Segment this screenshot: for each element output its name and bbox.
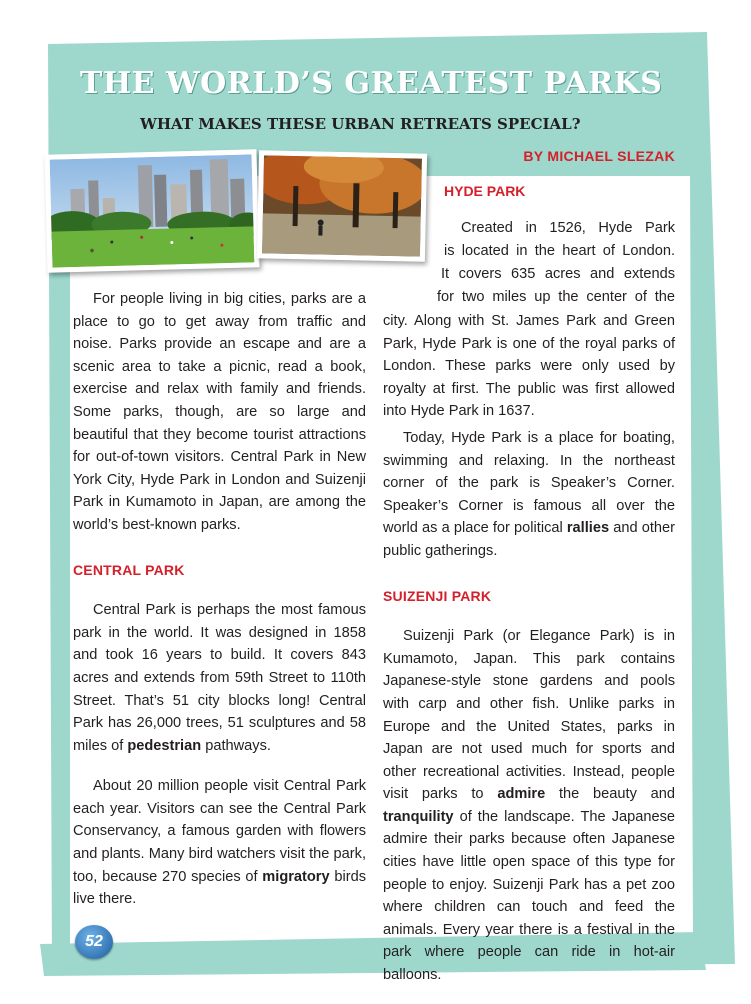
hyde-park-heading: HYDE PARK xyxy=(444,183,526,199)
central-park-paragraph-2: About 20 million people visit Central Park each year. Visitors can see the Central Park Conservancy, a famous garden with flowers and plants. Many bird watchers visit the park, too, because 270 species of migratory birds live there. xyxy=(73,778,366,908)
hyde-park-paragraph-1: city. Along with St. James Park and Green Park, Hyde Park is one of the royal parks of London. These parks were only used by royalty at first. The public was first allowed into Hyde Park in 1637. xyxy=(383,313,675,420)
hyde-park-photo xyxy=(257,150,427,261)
vocab-pedestrian: pedestrian xyxy=(127,737,202,754)
left-column xyxy=(73,288,366,911)
vocab-migratory: migratory xyxy=(262,868,330,885)
vocab-admire: admire xyxy=(497,786,546,803)
hyde-line-2: is located in the heart of London. xyxy=(444,243,675,259)
hyde-line-1: Created in 1526, Hyde Park xyxy=(461,220,675,236)
page-title: THE WORLD’S GREATEST PARKS xyxy=(80,66,663,101)
hyde-line-3: It covers 635 acres and extends xyxy=(441,266,675,282)
author-byline: BY MICHAEL SLEZAK xyxy=(523,148,675,164)
central-park-photo xyxy=(44,149,259,273)
suizenji-park-paragraph: Suizenji Park (or Elegance Park) is in Kumamoto, Japan. This park contains Japanese-style stone gardens and pools with carp and other fish. Unlike parks in Europe and the United States, parks in Japan are not used much for sports and other recreational activities. Instead, people visit parks to admire the beauty and tranquility of the landscape. The Japanese admire their parks because often Japanese cities have little open space of this type for people to enjoy. Suizenji Park has a pet zoo where children can touch and feed the animals. Every year there is a festival in the park where people can ride in hot-air balloons. xyxy=(383,628,675,984)
central-park-paragraph-1: Central Park is perhaps the most famous park in the world. It was designed in 1858 and took 16 years to build. It covers 843 acres and extends from 59th Street to 110th Street. That’s 51 city blocks long! Central Park has 26,000 trees, 51 sculptures and 58 miles of pedestrian pathways. xyxy=(73,602,366,754)
hyde-line-4: for two miles up the center of the xyxy=(437,289,675,305)
vocab-rallies: rallies xyxy=(566,520,610,537)
suizenji-park-heading: SUIZENJI PARK xyxy=(383,587,492,604)
hyde-park-paragraph-2: Today, Hyde Park is a place for boating, swimming and relaxing. In the northeast corner of the park is Speaker’s Corner. Speaker’s Corner is famous all over the world as a place for political rallies and other public gatherings. xyxy=(383,429,675,559)
vocab-tranquility: tranquility xyxy=(383,808,454,825)
central-park-heading: CENTRAL PARK xyxy=(73,561,185,578)
page-number-badge: 52 xyxy=(75,925,113,959)
right-column xyxy=(383,310,675,987)
page-subtitle: WHAT MAKES THESE URBAN RETREATS SPECIAL? xyxy=(140,115,581,133)
intro-paragraph: For people living in big cities, parks are a place to go to get away from traffic and noise. Parks provide an escape and are a scenic area to take a picnic, read a book, exercise and relax with family and friends. Some parks, though, are so large and beautiful that they become tourist attractions for out-of-town visitors. Central Park in New York City, Hyde Park in London and Suizenji Park in Kumamoto in Japan, are among the world’s best-known parks. xyxy=(73,291,366,533)
